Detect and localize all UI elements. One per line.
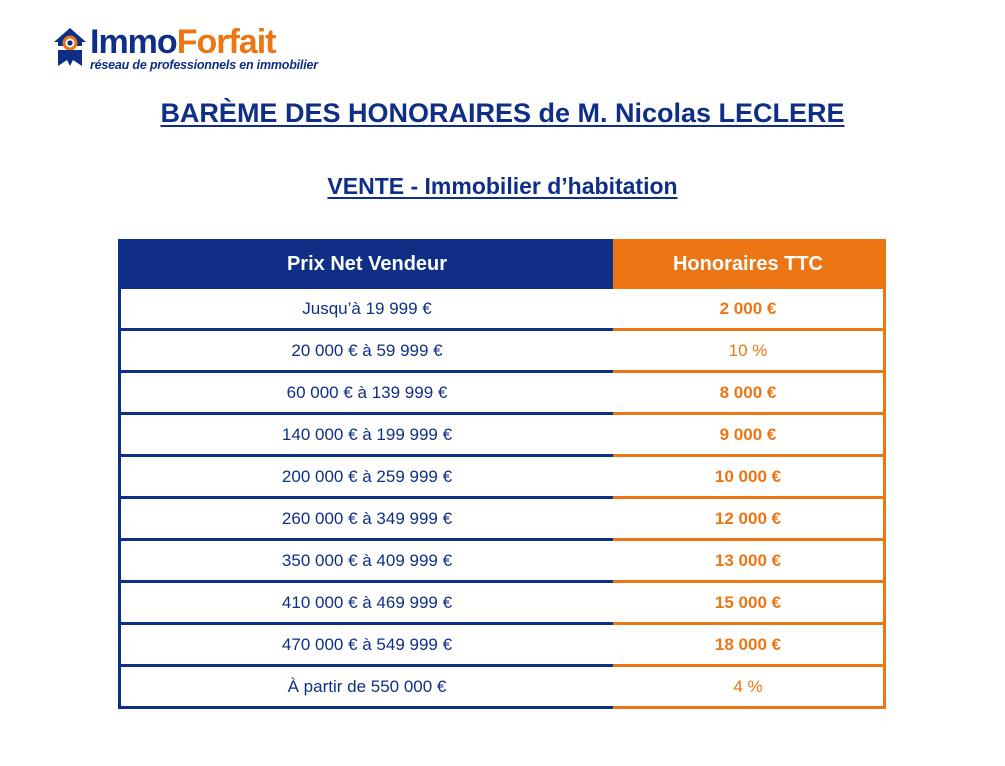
page-title: BARÈME DES HONORAIRES de M. Nicolas LECLERE: [160, 98, 845, 128]
header-price-net-vendeur: Prix Net Vendeur: [118, 239, 613, 289]
price-range-cell: 60 000 € à 139 999 €: [118, 373, 613, 415]
section-subtitle: VENTE - Immobilier d’habitation: [327, 173, 678, 199]
house-person-icon: [52, 26, 88, 70]
table-row: [118, 625, 886, 667]
table-row: [118, 415, 886, 457]
fee-cell: 13 000 €: [613, 541, 886, 583]
fee-cell: 8 000 €: [613, 373, 886, 415]
fee-cell: 10 %: [613, 331, 886, 373]
price-range-cell: 140 000 € à 199 999 €: [118, 415, 613, 457]
fee-cell: 10 000 €: [613, 457, 886, 499]
header-honoraires-ttc: Honoraires TTC: [613, 239, 886, 289]
fee-cell: 12 000 €: [613, 499, 886, 541]
price-range-cell: À partir de 550 000 €: [118, 667, 613, 709]
fee-cell: 4 %: [613, 667, 886, 709]
logo-tagline: réseau de professionnels en immobilier: [90, 58, 318, 72]
fee-cell: 2 000 €: [613, 289, 886, 331]
table-row: [118, 373, 886, 415]
fee-cell: 18 000 €: [613, 625, 886, 667]
table-row: [118, 331, 886, 373]
price-range-cell: Jusqu’à 19 999 €: [118, 289, 613, 331]
logo-wordmark: [90, 22, 275, 62]
table-row: [118, 457, 886, 499]
fee-cell: 15 000 €: [613, 583, 886, 625]
table-row: [118, 667, 886, 709]
price-range-cell: 410 000 € à 469 999 €: [118, 583, 613, 625]
logo-word-immo: Immo: [90, 23, 177, 61]
logo-word-forfait: Forfait: [176, 23, 276, 61]
table-row: [118, 583, 886, 625]
price-range-cell: 200 000 € à 259 999 €: [118, 457, 613, 499]
price-range-cell: 470 000 € à 549 999 €: [118, 625, 613, 667]
price-range-cell: 20 000 € à 59 999 €: [118, 331, 613, 373]
fee-cell: 9 000 €: [613, 415, 886, 457]
table-row: [118, 499, 886, 541]
table-row: [118, 541, 886, 583]
table-header-row: [118, 239, 886, 289]
company-logo: [52, 22, 342, 78]
price-range-cell: 350 000 € à 409 999 €: [118, 541, 613, 583]
table-row: [118, 289, 886, 331]
fee-schedule-table: [118, 239, 886, 709]
price-range-cell: 260 000 € à 349 999 €: [118, 499, 613, 541]
